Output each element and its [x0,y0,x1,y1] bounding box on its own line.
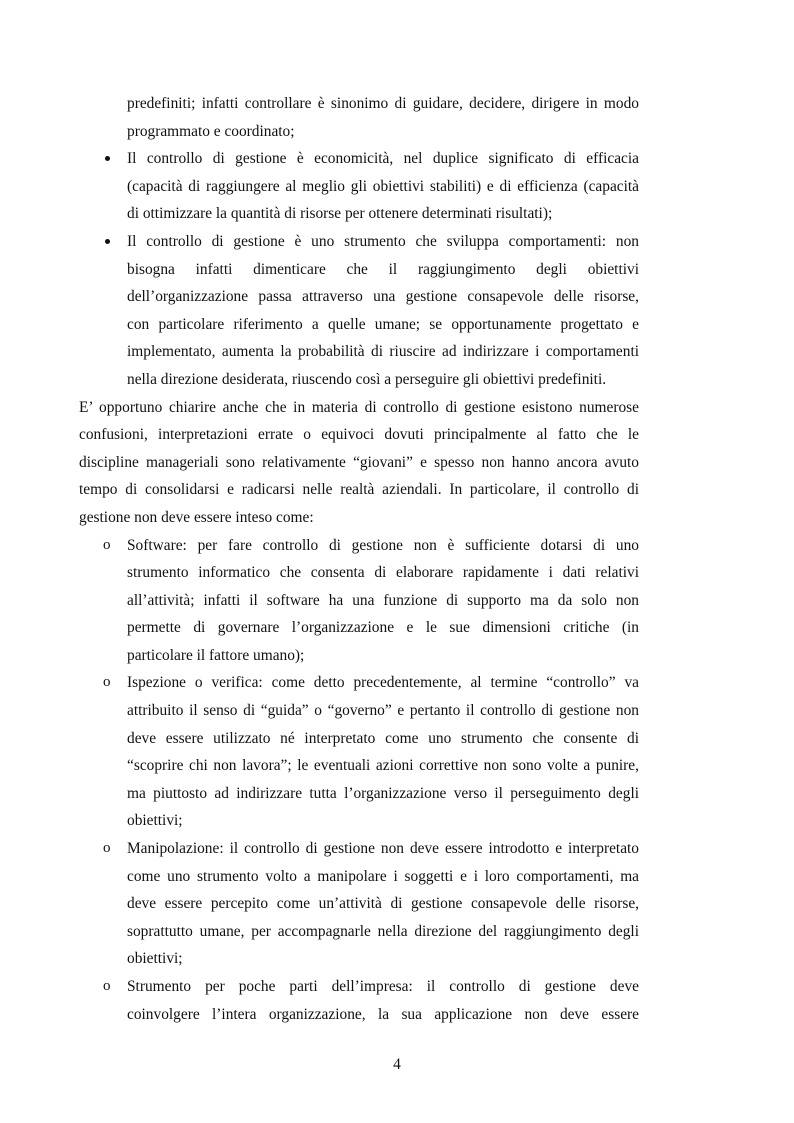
text-line: con particolare riferimento a quelle umane; se opportunamente progettato e [127,315,639,333]
text-line: come uno strumento volto a manipolare i soggetti e i loro comportamenti, ma [127,867,639,885]
text-line: attribuito il senso di “guida” o “governo” e pertanto il controllo di gestione non [127,702,639,720]
bullet-item [79,228,639,394]
bullet-dot-icon [105,156,110,161]
text-line: bisogna infatti dimenticare che il raggiungimento degli obiettivi [127,260,639,278]
circle-bullet-icon: o [103,978,111,994]
text-line: coinvolgere l’intera organizzazione, la sua applicazione non deve essere [127,1005,639,1023]
circle-bullet-icon: o [103,840,111,857]
page-body [79,90,639,1028]
text-line: deve essere percepito come un’attività di gestione consapevole delle risorse, [127,895,639,913]
text-line: Manipolazione: il controllo di gestione non deve essere introdotto e interpretato [127,840,639,858]
text-line: tempo di consolidarsi e radicarsi nelle realtà aziendali. In particolare, il controllo di [79,481,639,499]
text-line: nella direzione desiderata, riuscendo così a perseguire gli obiettivi predefiniti. [127,370,607,388]
text-line: programmato e coordinato; [127,122,295,140]
text-line: Ispezione o verifica: come detto precedentemente, al termine “controllo” va [127,674,639,692]
text-line: ma piuttosto ad indirizzare tutta l’organizzazione verso il perseguimento degli [127,784,639,802]
text-line: gestione non deve essere inteso come: [79,508,314,526]
text-line: implementato, aumenta la probabilità di riuscire ad indirizzare i comportamenti [127,343,639,361]
text-line: permette di governare l’organizzazione e le sue dimensioni critiche (in [127,619,639,637]
text-line: Il controllo di gestione è economicità, nel duplice significato di efficacia [127,150,639,168]
text-line: soprattutto umane, per accompagnarle nella direzione del raggiungimento degli [127,922,639,940]
circle-bullet-icon: o [103,536,111,553]
text-line: Strumento per poche parti dell’impresa: il controllo di gestione deve [127,978,639,995]
text-line: (capacità di raggiungere al meglio gli obiettivi stabiliti) e di efficienza (capacità [127,177,639,195]
circle-bullet-icon: o [103,674,111,691]
text-line: obiettivi; [127,812,183,830]
text-line: all’attività; infatti il software ha una funzione di supporto ma da solo non [127,591,639,609]
page-number: 4 [393,1056,401,1073]
text-line: strumento informatico che consenta di elaborare rapidamente i dati relativi [127,564,639,582]
bullet-item [79,145,639,228]
text-line: predefiniti; infatti controllare è sinonimo di guidare, decidere, dirigere in modo [127,95,639,112]
sub-list-item [79,532,639,670]
body-paragraph [79,394,639,532]
text-line: obiettivi; [127,950,183,968]
text-line: “scoprire chi non lavora”; le eventuali azioni correttive non sono volte a punire, [127,757,639,775]
text-line: E’ opportuno chiarire anche che in materia di controllo di gestione esistono numerose [79,398,639,416]
bullet-dot-icon [105,239,110,244]
sub-list-item [79,835,639,973]
text-line: discipline manageriali sono relativamente “giovani” e spesso non hanno ancora avuto [79,453,639,471]
text-line: Il controllo di gestione è uno strumento che sviluppa comportamenti: non [127,232,639,250]
text-line: dell’organizzazione passa attraverso una gestione consapevole delle risorse, [127,288,639,306]
text-line: di ottimizzare la quantità di risorse per ottenere determinati risultati); [127,205,553,223]
text-line: deve essere utilizzato né interpretato come uno strumento che consente di [127,729,639,747]
text-line: particolare il fattore umano); [127,646,305,664]
sub-list-item [79,973,639,1028]
sub-list-item [79,669,639,835]
text-line: Software: per fare controllo di gestione non è sufficiente dotarsi di uno [127,536,639,554]
continuation-text [79,90,639,145]
text-line: confusioni, interpretazioni errate o equivoci dovuti principalmente al fatto che le [79,426,639,444]
